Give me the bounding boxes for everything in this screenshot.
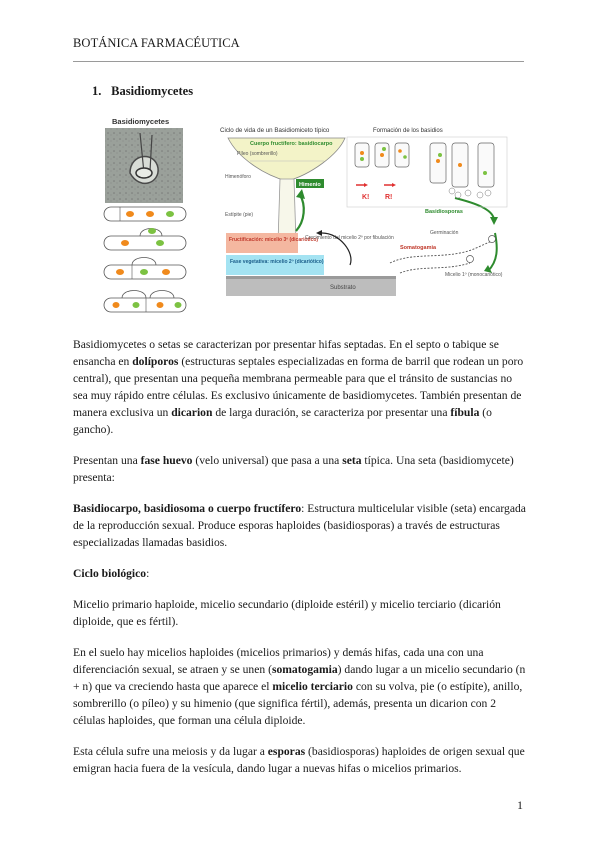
bold-term: micelio terciario [272,680,353,693]
clamp-hypha-3 [104,258,186,280]
fructificacion-label: Fructificación: micelio 3º (dicariótico) [229,237,319,243]
himenio-label: Himenio [299,182,321,188]
paragraph-ciclo-heading [73,565,528,582]
section-number: 1. [92,84,102,98]
bold-term: Ciclo biológico [73,567,147,580]
text-run: En el suelo hay micelios haploides (micelios primarios) y demás hifas, cada una con una diferenciación sexual, se atraen y se unen ( [73,646,484,676]
bold-term: Basidiocarpo, basidiosoma o cuerpo fructífero [73,502,302,515]
bold-term: somatogamia [271,663,338,676]
fruiting-body-label: Cuerpo fructífero: basidiocarpo [250,141,333,147]
section-heading [92,84,193,99]
clamp-hypha-4 [104,291,186,313]
figure-svg [100,113,520,325]
bold-term: dicarion [171,406,213,419]
estipite-label: Estípite (pie) [225,212,254,218]
bold-term: dolíporos [132,355,179,368]
germinacion-label: Germinación [430,230,459,236]
text-run: ) dando lugar a un micelio secundario (n + n) que va creciendo hasta que aparece el [73,663,526,693]
pileo-label: Píleo (sombrerillo) [237,151,278,157]
fructificacion-box [226,233,298,253]
paragraph-suelo [73,644,528,729]
text-run: (basidiosporas) haploides de origen sexual que emigran hacia fuera de la vesícula, dando lugar a nuevas hifas o micelios primarios. [73,745,525,775]
arrow-green-up [296,189,305,231]
left-panel-title: Basidiomycetes [112,117,170,126]
cycle-title: Ciclo de vida de un Basidiomiceto típico [220,127,330,134]
bold-term: fíbula [450,406,480,419]
header-rule [73,61,524,62]
body-text [73,336,528,791]
text-run: Esta célula sufre una meiosis y da lugar a [73,745,268,758]
paragraph-basidiocarpo [73,500,528,551]
running-header: BOTÁNICA FARMACÉUTICA [73,36,240,50]
text-run: Presentan una [73,454,141,467]
section-title: Basidiomycetes [111,84,194,98]
clamp-hypha-1 [104,207,186,221]
paragraph-intro [73,336,528,438]
text-run: Basidiomycetes o setas se caracterizan por presentar hifas septadas. En el septo o tabique se ensancha en [73,338,499,368]
substrato-block [226,276,396,296]
crecimiento-label: Crecimiento del micelio 2º por fibulación [305,235,394,241]
hyphae-network [390,236,496,274]
text-run: con su volva, pie (o estípite), anillo, sombrerillo (o píleo) y su himenio (que significa fértil), además, presenta un dicarion con 2 células haploides, que forman una célula diploide. [73,680,523,727]
text-run: : Estructura multicelular visible (seta) encargada de la reproducción sexual. Produce esporas haploides (basidiosporas) a través de estructuras especializadas llamadas basidios. [73,502,526,549]
clamp-hypha-2 [104,228,186,250]
paragraph-micelios [73,596,528,630]
fase-vegetativa-label: Fase vegetativa: micelio 2º (dicariótico) [230,259,324,265]
text-run: (estructuras septales especializadas en forma de barril que rodean un poro central), que presentan una pequeña membrana permeable para que el tránsito de sustancias no sea muy rápido entre células. Es exclusivo únicamente de basidiomycetes. También presentan de manera exclusiva un [73,355,524,419]
basidia-panel [347,137,507,207]
bold-term: fase huevo [140,454,193,467]
micrograph [105,128,183,203]
text-run: típica. Una seta (basidiomycete) presenta: [73,454,514,484]
r-label: R! [385,194,393,201]
text-run: : [146,567,150,580]
paragraph-fase-huevo [73,452,528,486]
himenoforo-label: Himenóforo [225,174,251,180]
text-run: (o gancho). [73,406,492,436]
k-label: K! [362,194,370,201]
somatogamia-label: Somatogamia [400,245,437,251]
basidiosporas-label: Basidiosporas [425,209,463,215]
basidiomycete-life-cycle-figure [100,113,520,325]
bold-term: esporas [267,745,306,758]
text-run: de larga duración, se caracteriza por presentar una [212,406,451,419]
formation-title: Formación de los basidios [373,128,443,134]
fase-vegetativa-box [226,255,324,275]
substrato-label: Substrato [330,285,356,291]
page-number: 1 [517,798,523,812]
paragraph-meiosis [73,743,528,777]
text-run: (velo universal) que pasa a una [192,454,343,467]
bold-term: seta [342,454,362,467]
text-run: Micelio primario haploide, micelio secundario (diploide estéril) y micelio terciario (dicarión diploide, que es fértil). [73,598,501,628]
micelio-label: Micelio 1º (monocariótico) [445,272,503,278]
